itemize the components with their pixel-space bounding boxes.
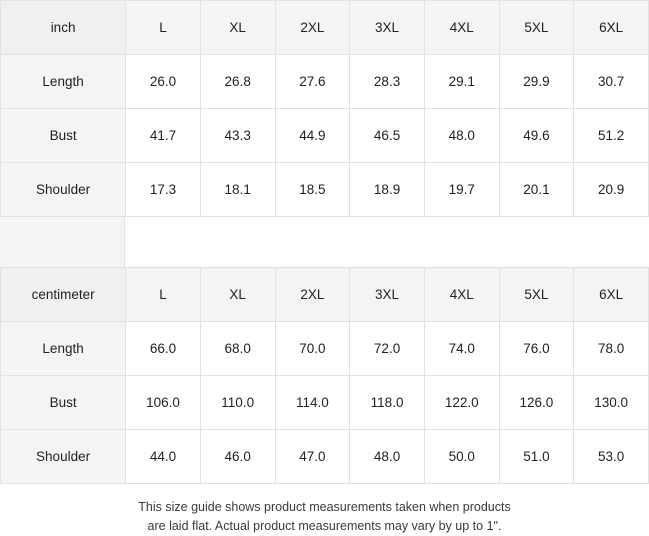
cell-value: 20.9 <box>574 163 649 217</box>
cell-value: 20.1 <box>499 163 574 217</box>
cell-value: 68.0 <box>200 322 275 376</box>
cell-value: 44.9 <box>275 109 350 163</box>
size-header-2xl: 2XL <box>275 1 350 55</box>
cell-value: 66.0 <box>126 322 201 376</box>
cell-value: 28.3 <box>350 55 425 109</box>
cell-value: 29.1 <box>424 55 499 109</box>
cell-value: 48.0 <box>350 430 425 484</box>
note-line-1: This size guide shows product measurements taken when products <box>138 500 511 514</box>
size-header-4xl: 4XL <box>424 268 499 322</box>
cell-value: 17.3 <box>126 163 201 217</box>
cell-value: 53.0 <box>574 430 649 484</box>
row-label-bust: Bust <box>1 109 126 163</box>
cell-value: 122.0 <box>424 376 499 430</box>
size-header-xl: XL <box>200 268 275 322</box>
row-label-shoulder: Shoulder <box>1 430 126 484</box>
unit-label-inch: inch <box>1 1 126 55</box>
row-label-length: Length <box>1 55 126 109</box>
cell-value: 76.0 <box>499 322 574 376</box>
cell-value: 46.5 <box>350 109 425 163</box>
cell-value: 18.9 <box>350 163 425 217</box>
table-row <box>1 109 649 163</box>
cell-value: 70.0 <box>275 322 350 376</box>
size-header-l: L <box>126 268 201 322</box>
cell-value: 118.0 <box>350 376 425 430</box>
table-row <box>1 163 649 217</box>
table-header-row <box>1 268 649 322</box>
row-label-shoulder: Shoulder <box>1 163 126 217</box>
row-label-length: Length <box>1 322 126 376</box>
cell-value: 74.0 <box>424 322 499 376</box>
size-guide-note <box>0 484 649 536</box>
table-row <box>1 322 649 376</box>
cell-value: 18.1 <box>200 163 275 217</box>
table-row <box>1 55 649 109</box>
table-divider <box>0 217 649 267</box>
cell-value: 72.0 <box>350 322 425 376</box>
cell-value: 30.7 <box>574 55 649 109</box>
cell-value: 51.0 <box>499 430 574 484</box>
size-header-3xl: 3XL <box>350 268 425 322</box>
table-row <box>1 376 649 430</box>
cell-value: 78.0 <box>574 322 649 376</box>
size-table-inch <box>0 0 649 217</box>
unit-label-centimeter: centimeter <box>1 268 126 322</box>
cell-value: 48.0 <box>424 109 499 163</box>
size-header-2xl: 2XL <box>275 268 350 322</box>
cell-value: 47.0 <box>275 430 350 484</box>
size-header-5xl: 5XL <box>499 268 574 322</box>
divider-right-cell <box>125 217 649 267</box>
size-header-6xl: 6XL <box>574 1 649 55</box>
cell-value: 43.3 <box>200 109 275 163</box>
cell-value: 44.0 <box>126 430 201 484</box>
cell-value: 51.2 <box>574 109 649 163</box>
cell-value: 29.9 <box>499 55 574 109</box>
cell-value: 41.7 <box>126 109 201 163</box>
size-header-3xl: 3XL <box>350 1 425 55</box>
cell-value: 110.0 <box>200 376 275 430</box>
size-header-6xl: 6XL <box>574 268 649 322</box>
cell-value: 19.7 <box>424 163 499 217</box>
cell-value: 27.6 <box>275 55 350 109</box>
cell-value: 18.5 <box>275 163 350 217</box>
cell-value: 130.0 <box>574 376 649 430</box>
row-label-bust: Bust <box>1 376 126 430</box>
cell-value: 49.6 <box>499 109 574 163</box>
size-header-l: L <box>126 1 201 55</box>
size-header-5xl: 5XL <box>499 1 574 55</box>
cell-value: 126.0 <box>499 376 574 430</box>
note-line-2: are laid flat. Actual product measurements may vary by up to 1". <box>147 519 502 533</box>
table-row <box>1 430 649 484</box>
cell-value: 114.0 <box>275 376 350 430</box>
cell-value: 46.0 <box>200 430 275 484</box>
size-table-centimeter <box>0 267 649 484</box>
size-header-4xl: 4XL <box>424 1 499 55</box>
table-header-row <box>1 1 649 55</box>
cell-value: 26.8 <box>200 55 275 109</box>
size-header-xl: XL <box>200 1 275 55</box>
divider-left-cell <box>0 217 125 267</box>
cell-value: 106.0 <box>126 376 201 430</box>
cell-value: 50.0 <box>424 430 499 484</box>
cell-value: 26.0 <box>126 55 201 109</box>
